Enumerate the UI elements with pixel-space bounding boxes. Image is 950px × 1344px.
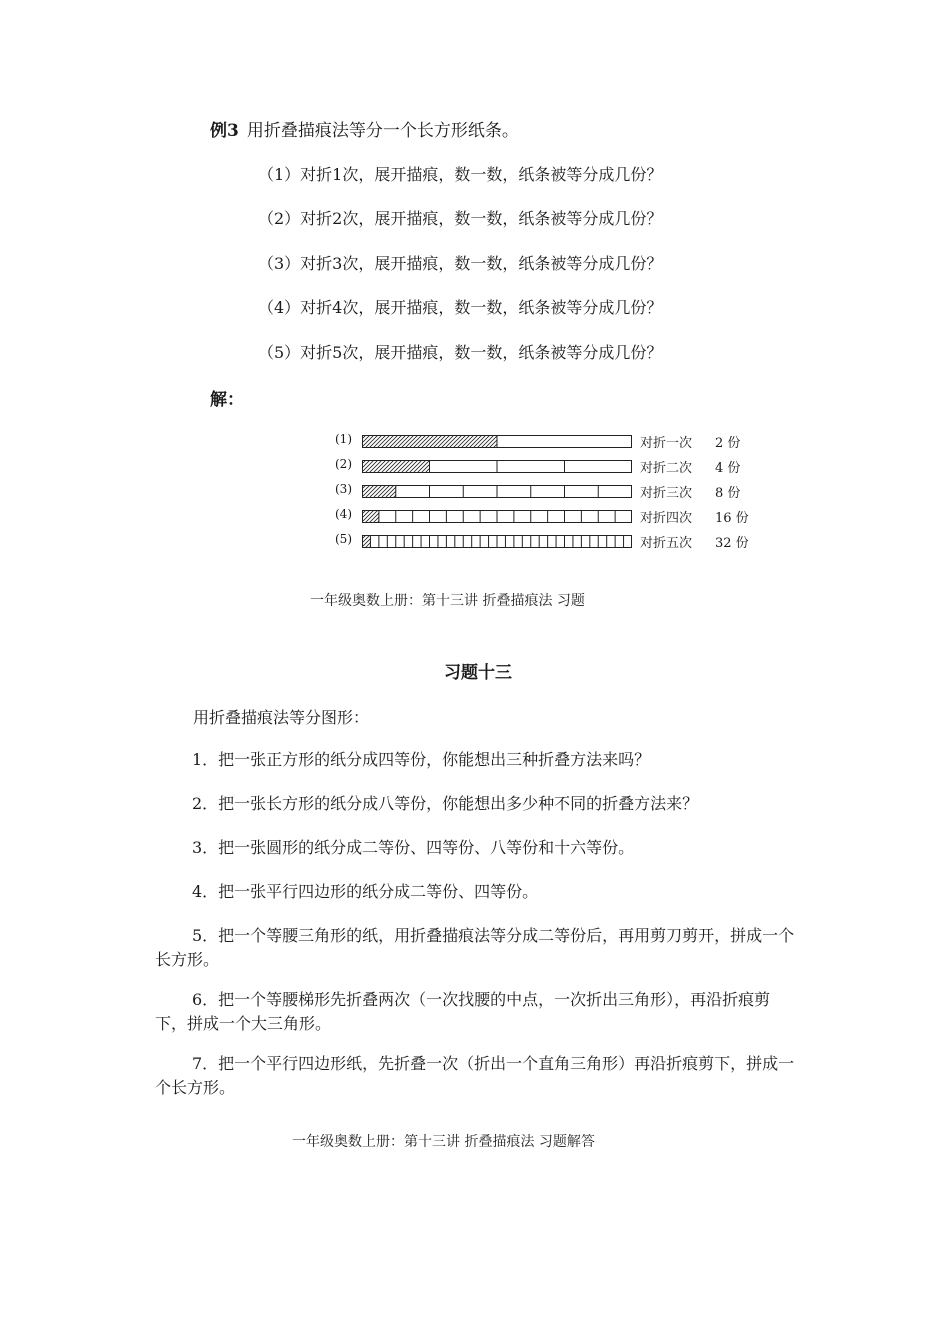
shaded-part xyxy=(363,486,397,498)
exercise-3: 3．把一张圆形的纸分成二等份、四等份、八等份和十六等份。 xyxy=(192,838,635,857)
example-heading xyxy=(210,116,519,141)
caption-1: 一年级奥数上册：第十三讲 折叠描痕法 习题 xyxy=(310,593,585,609)
part-count: 8 份 xyxy=(715,486,741,501)
fold-label: 对折五次 xyxy=(640,536,693,551)
question-2: （2）对折2次，展开描痕，数一数，纸条被等分成几份？ xyxy=(258,209,663,228)
exercise-2: 2．把一张长方形的纸分成八等份，你能想出多少种不同的折叠方法来？ xyxy=(192,794,699,813)
paper-strip xyxy=(362,435,632,448)
fold-label: 对折一次 xyxy=(640,436,693,451)
example-title: 用折叠描痕法等分一个长方形纸条。 xyxy=(246,121,519,141)
paper-strip xyxy=(362,460,632,473)
diagram-row-1 xyxy=(335,433,765,449)
exercise-5: 5．把一个等腰三角形的纸，用折叠描痕法等分成二等份后，再用剪刀剪开，拼成一个长方形。 xyxy=(155,926,795,969)
exercise-7: 7．把一个平行四边形纸，先折叠一次（折出一个直角三角形）再沿折痕剪下，拼成一个长方形。 xyxy=(155,1054,795,1097)
row-number: (4) xyxy=(335,507,352,521)
exercise-1: 1．把一张正方形的纸分成四等份，你能想出三种折叠方法来吗？ xyxy=(192,750,651,769)
diagram-row-5 xyxy=(335,533,765,549)
question-3: （3）对折3次，展开描痕，数一数，纸条被等分成几份？ xyxy=(258,254,663,273)
question-4: （4）对折4次，展开描痕，数一数，纸条被等分成几份？ xyxy=(258,298,663,317)
paper-strip xyxy=(362,510,632,523)
question-1: （1）对折1次，展开描痕，数一数，纸条被等分成几份？ xyxy=(258,165,663,184)
fold-label: 对折三次 xyxy=(640,486,693,501)
example-tag: 例3 xyxy=(210,121,239,141)
exercise-4: 4．把一张平行四边形的纸分成二等份、四等份。 xyxy=(192,882,539,901)
exercise-intro: 用折叠描痕法等分图形： xyxy=(193,708,370,727)
exercise-6: 6．把一个等腰梯形先折叠两次（一次找腰的中点，一次折出三角形），再沿折痕剪下，拼成一个大三角形。 xyxy=(155,990,771,1033)
folding-diagram xyxy=(335,430,765,555)
part-count: 2 份 xyxy=(715,436,741,451)
diagram-row-2 xyxy=(335,458,765,474)
fold-label: 对折二次 xyxy=(640,461,693,476)
part-count: 32 份 xyxy=(715,536,749,551)
diagram-row-4 xyxy=(335,508,765,524)
paper-strip xyxy=(362,535,632,548)
question-5: （5）对折5次，展开描痕，数一数，纸条被等分成几份？ xyxy=(258,343,663,362)
row-number: (3) xyxy=(335,482,352,496)
part-count: 16 份 xyxy=(715,511,749,526)
row-number: (5) xyxy=(335,532,352,546)
caption-2: 一年级奥数上册：第十三讲 折叠描痕法 习题解答 xyxy=(292,1134,595,1150)
fold-label: 对折四次 xyxy=(640,511,693,526)
shaded-part xyxy=(363,536,371,548)
paper-strip xyxy=(362,485,632,498)
part-count: 4 份 xyxy=(715,461,741,476)
row-number: (2) xyxy=(335,457,352,471)
row-number: (1) xyxy=(335,432,352,446)
shaded-part xyxy=(363,511,380,523)
section-title: 习题十三 xyxy=(444,663,512,683)
diagram-row-3 xyxy=(335,483,765,499)
shaded-part xyxy=(363,461,431,473)
answer-label: 解： xyxy=(210,390,244,410)
shaded-part xyxy=(363,436,498,448)
